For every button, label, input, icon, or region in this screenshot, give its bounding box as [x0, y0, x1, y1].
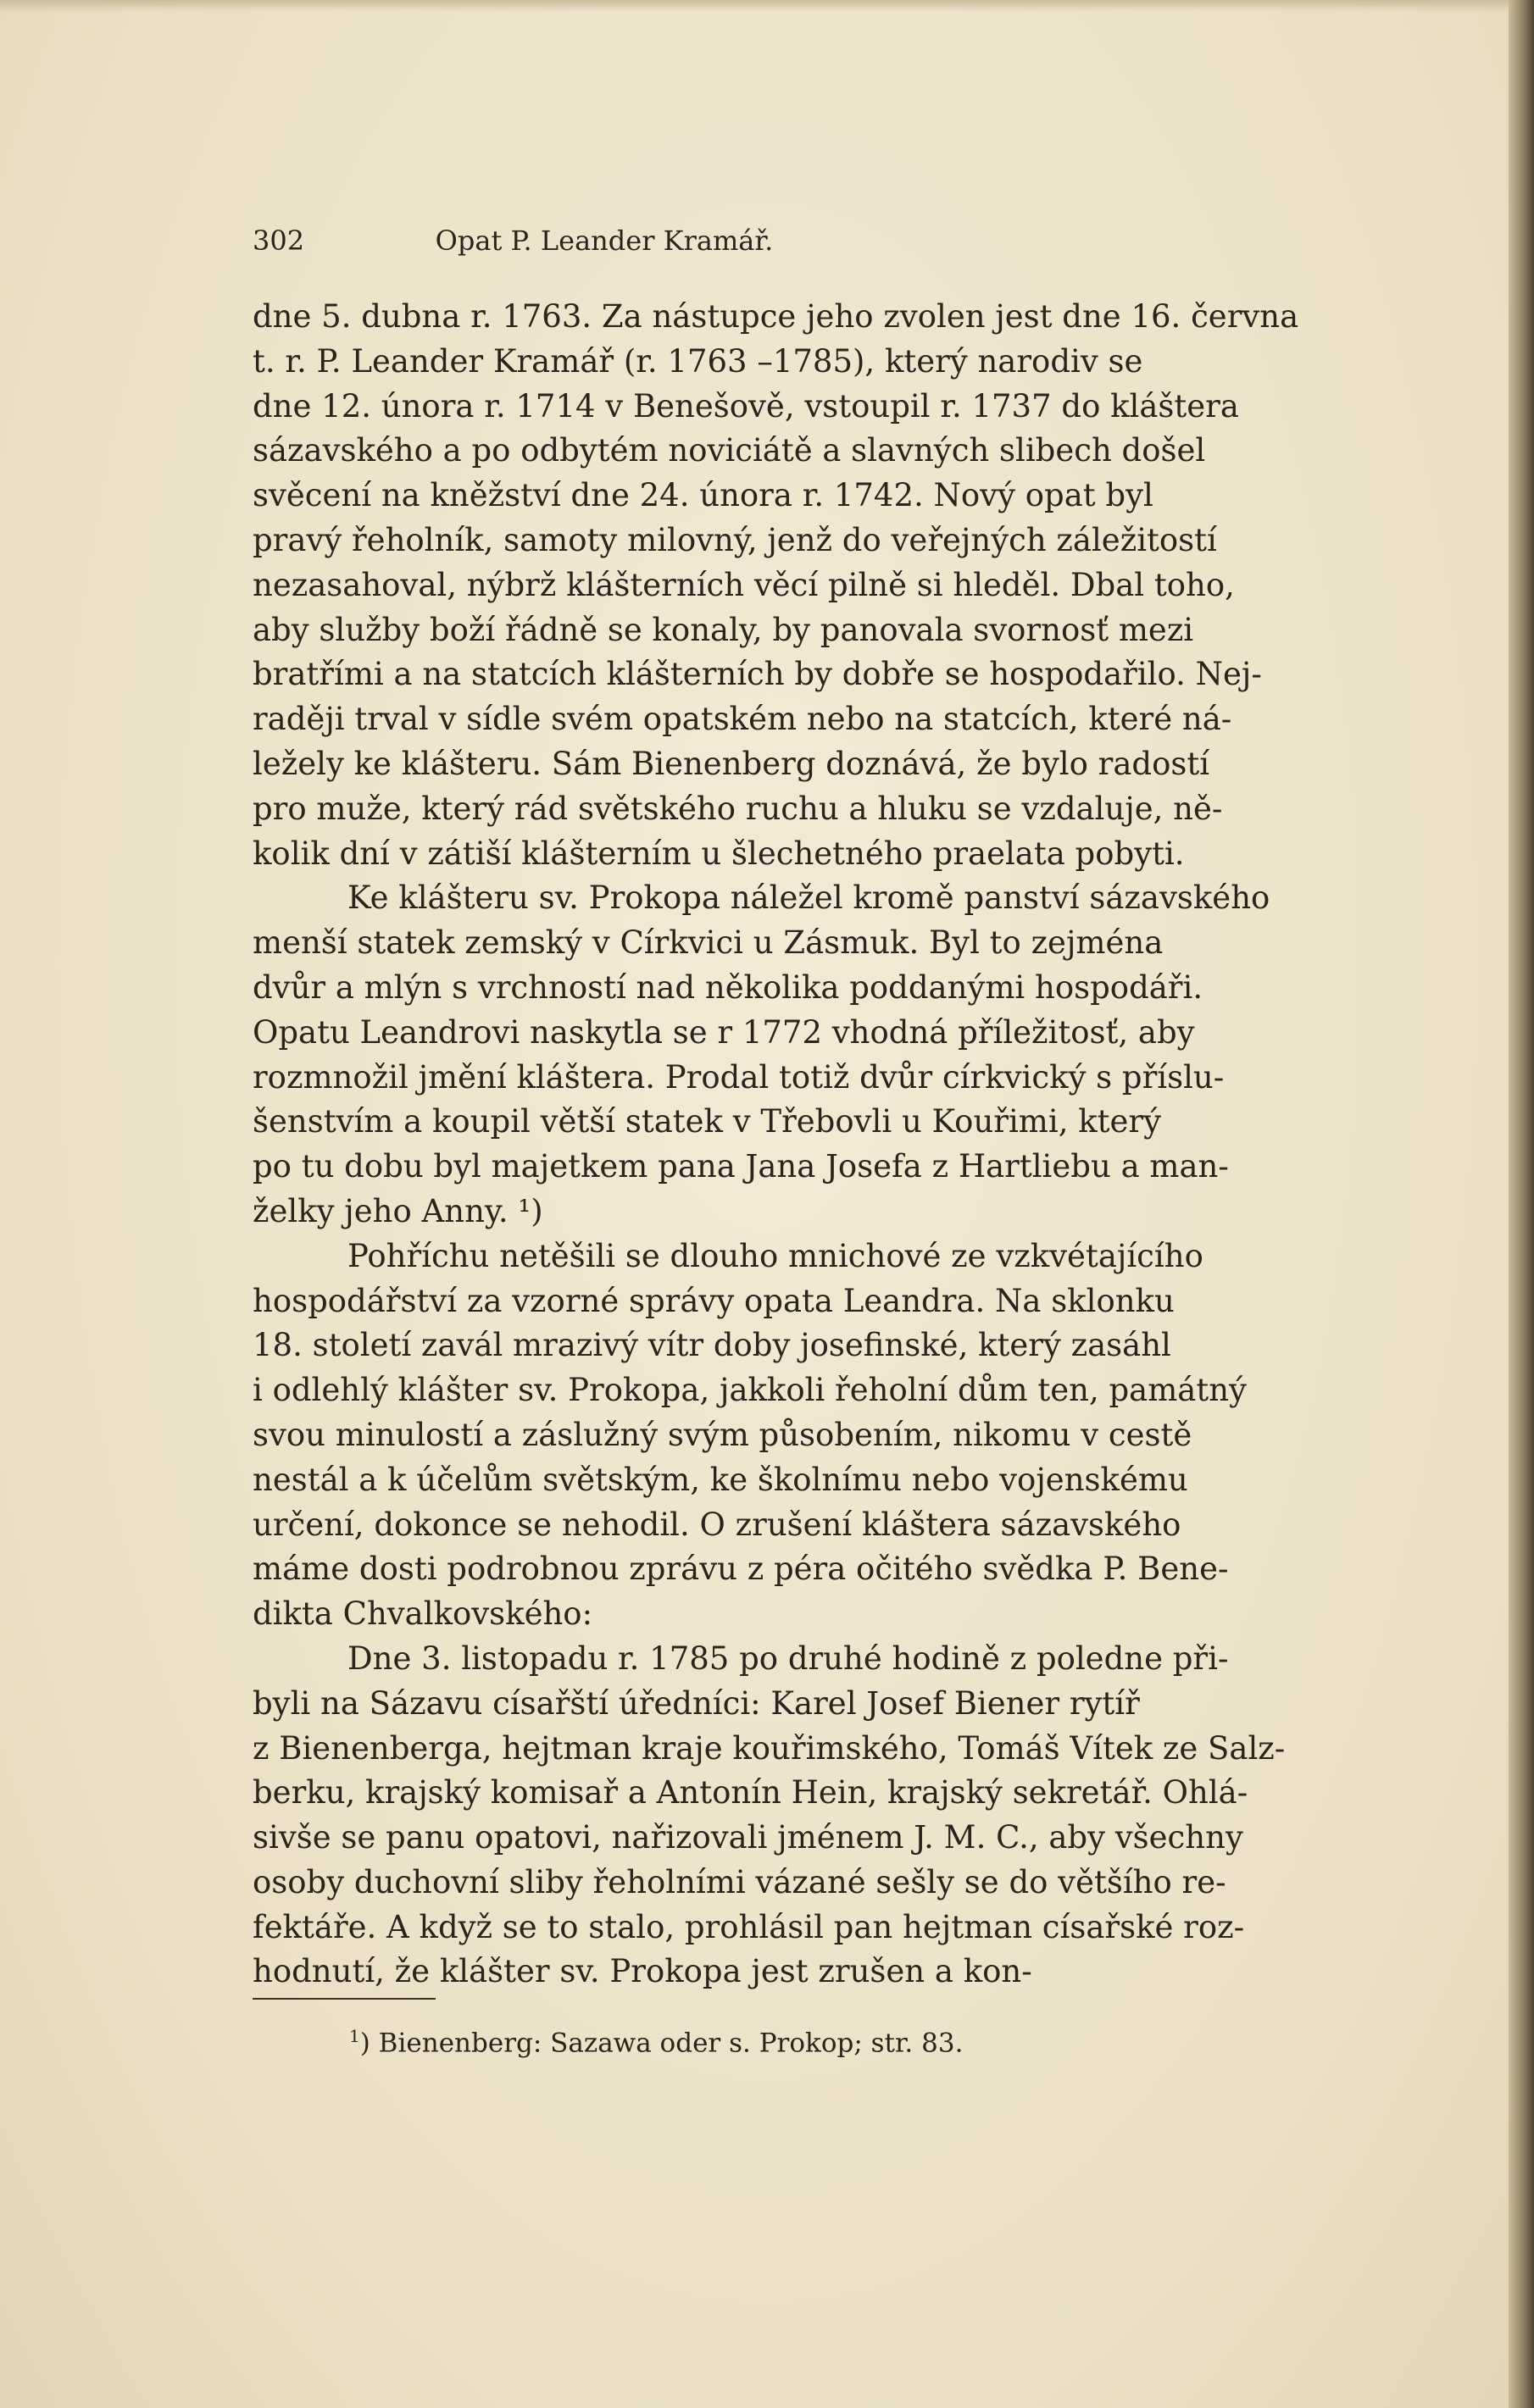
text-line: i odlehlý klášter sv. Prokopa, jakkoli řeholní dům ten, památný [253, 1372, 1247, 1409]
book-spine-edge [1509, 0, 1534, 2408]
text-line: hodnutí, že klášter sv. Prokopa jest zrušen a kon- [253, 1953, 1032, 1990]
text-line: osoby duchovní sliby řeholními vázané sešly se do většího re- [253, 1863, 1226, 1900]
footnote-divider [253, 1998, 436, 2000]
text-line: hospodářství za vzorné správy opata Leandra. Na sklonku [253, 1282, 1175, 1319]
text-line: bratřími a na statcích klášterních by dobře se hospodařilo. Nej- [253, 656, 1262, 693]
text-line: z Bienenberga, hejtman kraje kouřimského, Tomáš Vítek ze Salz- [253, 1729, 1286, 1767]
text-line: kolik dní v zátiší klášterním u šlechetného praelata pobyti. [253, 835, 1185, 872]
text-line: t. r. P. Leander Kramář (r. 1763 –1785), který narodiv se [253, 342, 1143, 380]
text-line: po tu dobu byl majetkem pana Jana Josefa z Hartliebu a man- [253, 1148, 1229, 1185]
text-line: dne 12. února r. 1714 v Benešově, vstoupil r. 1737 do kláštera [253, 387, 1239, 424]
text-line: ležely ke klášteru. Sám Bienenberg doznává, že bylo radostí [253, 745, 1210, 782]
text-line: sivše se panu opatovi, nařizovali jménem J. M. C., aby všechny [253, 1819, 1243, 1856]
text-line: svou minulostí a záslužný svým působením, nikomu v cestě [253, 1416, 1192, 1453]
paragraph-start-line: Dne 3. listopadu r. 1785 po druhé hodině z poledne při- [347, 1640, 1229, 1677]
text-line: šenstvím a koupil větší statek v Třebovli u Kouřimi, který [253, 1103, 1162, 1140]
text-line: nezasahoval, nýbrž klášterních věcí pilně si hleděl. Dbal toho, [253, 566, 1235, 603]
text-line: raději trval v sídle svém opatském nebo na statcích, které ná- [253, 701, 1232, 738]
footnote [349, 2026, 963, 2058]
paragraph-start-line: Ke klášteru sv. Prokopa náležel kromě panství sázavského [347, 879, 1270, 917]
page-number: 302 [253, 225, 305, 257]
text-line: pravý řeholník, samoty milovný, jenž do veřejných záležitostí [253, 521, 1217, 558]
text-line: 18. století zavál mrazivý vítr doby josefinské, který zasáhl [253, 1327, 1171, 1364]
body-text [253, 295, 1316, 1995]
text-line: fektáře. A když se to stalo, prohlásil pan hejtman císařské roz- [253, 1908, 1245, 1945]
page-header [253, 225, 1312, 258]
text-line: byli na Sázavu císařští úředníci: Karel Josef Biener rytíř [253, 1684, 1140, 1722]
text-line: želky jeho Anny. ¹) [253, 1192, 543, 1229]
footnote-marker: 1 [349, 2026, 360, 2046]
text-line: Opatu Leandrovi naskytla se r 1772 vhodná příležitosť, aby [253, 1013, 1195, 1051]
paragraph-start-line: Pohříchu netěšili se dlouho mnichové ze vzkvétajícího [347, 1237, 1203, 1274]
text-line: aby služby boží řádně se konaly, by panovala svornosť mezi [253, 611, 1194, 648]
text-line: rozmnožil jmění kláštera. Prodal totiž dvůr církvický s příslu- [253, 1058, 1225, 1096]
text-line: dne 5. dubna r. 1763. Za nástupce jeho zvolen jest dne 16. června [253, 298, 1299, 335]
text-line: dikta Chvalkovského: [253, 1595, 593, 1633]
page-top-shadow [0, 0, 1534, 12]
text-line: nestál a k účelům světským, ke školnímu nebo vojenskému [253, 1461, 1188, 1498]
text-line: svěcení na kněžství dne 24. února r. 1742. Nový opat byl [253, 477, 1153, 514]
text-line: berku, krajský komisař a Antonín Hein, krajský sekretář. Ohlá- [253, 1774, 1248, 1812]
footnote-text: ) Bienenberg: Sazawa oder s. Prokop; str. 83. [359, 2028, 964, 2059]
text-line: dvůr a mlýn s vrchností nad několika poddanými hospodáři. [253, 968, 1203, 1006]
running-title: Opat P. Leander Kramář. [435, 225, 774, 257]
text-line: menší statek zemský v Církvici u Zásmuk. Byl to zejména [253, 924, 1164, 962]
text-line: pro muže, který rád světského ruchu a hluku se vzdaluje, ně- [253, 790, 1223, 827]
text-line: sázavského a po odbytém noviciátě a slavných slibech došel [253, 432, 1206, 469]
text-line: určení, dokonce se nehodil. O zrušení kláštera sázavského [253, 1506, 1181, 1543]
text-line: máme dosti podrobnou zprávu z péra očitého svědka P. Bene- [253, 1551, 1229, 1588]
